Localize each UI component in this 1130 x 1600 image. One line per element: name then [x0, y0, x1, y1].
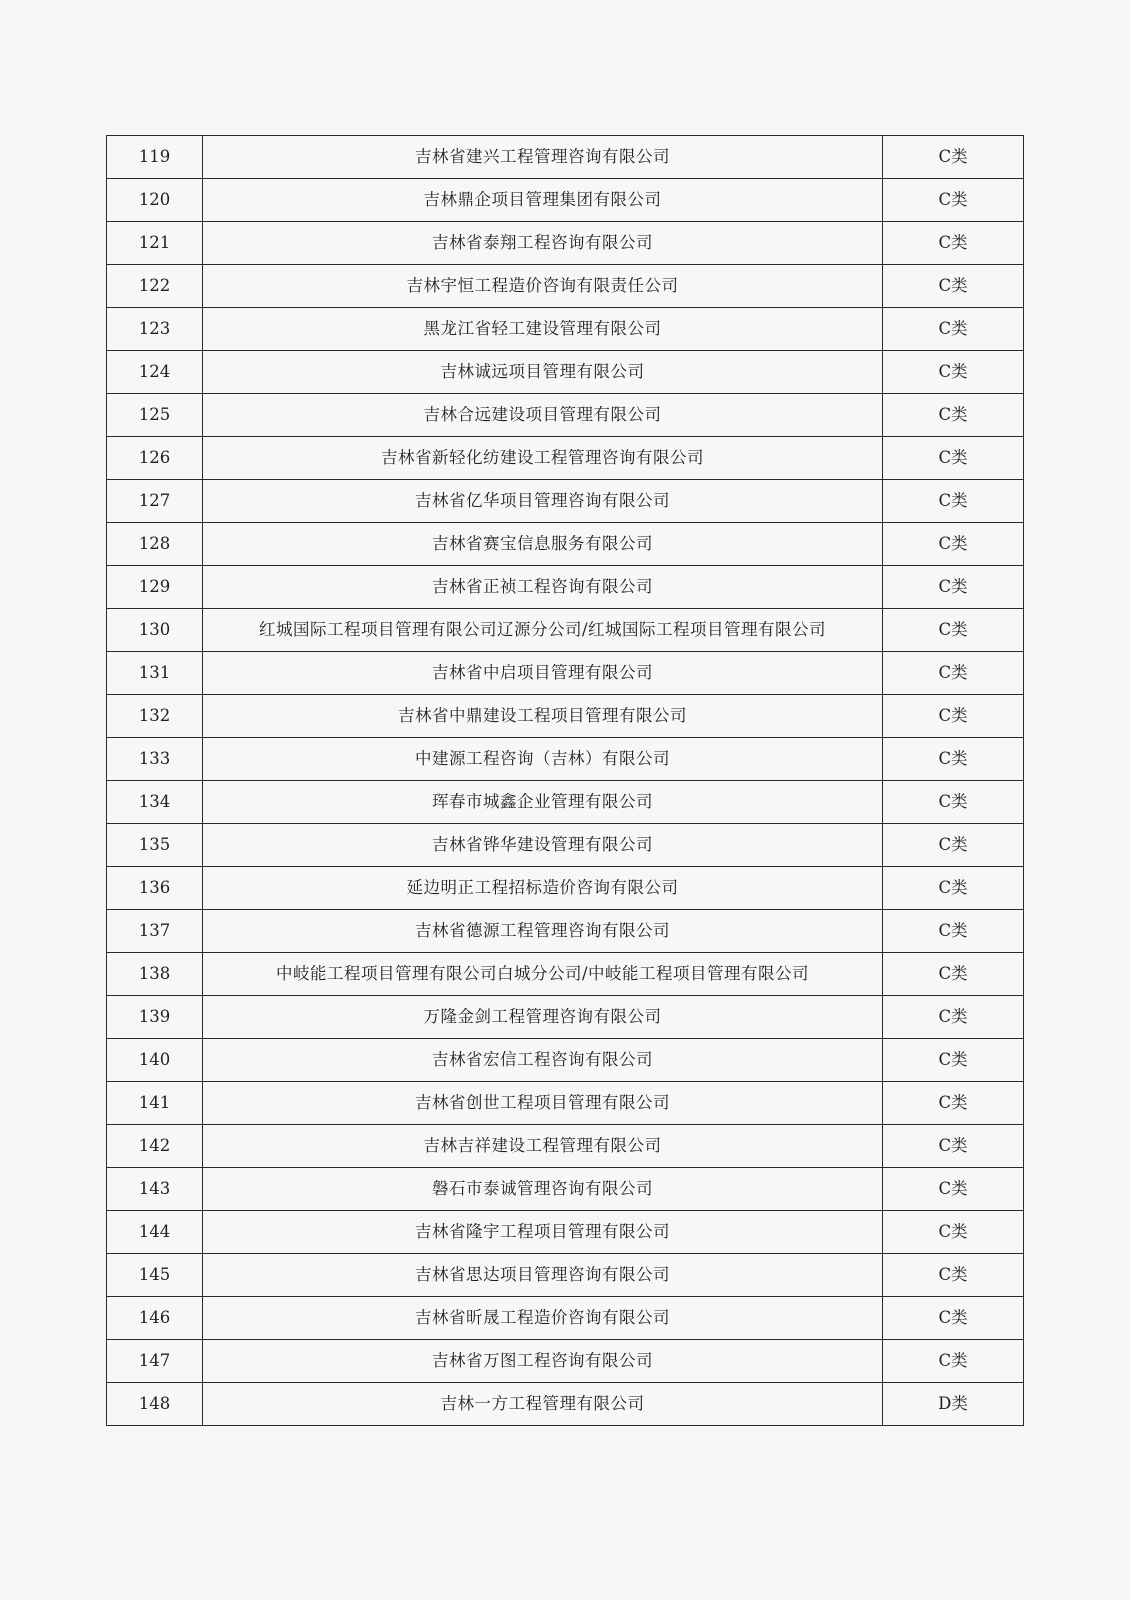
row-number-cell: 128	[107, 523, 203, 566]
company-name-cell: 中建源工程咨询（吉林）有限公司	[203, 738, 883, 781]
company-name-cell: 吉林吉祥建设工程管理有限公司	[203, 1125, 883, 1168]
table-row	[107, 953, 1024, 996]
table-row	[107, 480, 1024, 523]
table-row	[107, 738, 1024, 781]
grade-cell: D类	[883, 1383, 1024, 1426]
grade-cell: C类	[883, 910, 1024, 953]
grade-cell: C类	[883, 781, 1024, 824]
company-name-cell: 吉林省新轻化纺建设工程管理咨询有限公司	[203, 437, 883, 480]
row-number-cell: 129	[107, 566, 203, 609]
grade-cell: C类	[883, 179, 1024, 222]
table-row	[107, 1297, 1024, 1340]
table-row	[107, 1211, 1024, 1254]
company-name-cell: 万隆金剑工程管理咨询有限公司	[203, 996, 883, 1039]
table-row	[107, 781, 1024, 824]
table-row	[107, 566, 1024, 609]
grade-cell: C类	[883, 996, 1024, 1039]
row-number-cell: 136	[107, 867, 203, 910]
row-number-cell: 132	[107, 695, 203, 738]
company-name-cell: 吉林省铧华建设管理有限公司	[203, 824, 883, 867]
company-name-cell: 吉林省德源工程管理咨询有限公司	[203, 910, 883, 953]
company-name-cell: 吉林鼎企项目管理集团有限公司	[203, 179, 883, 222]
row-number-cell: 124	[107, 351, 203, 394]
grade-cell: C类	[883, 1039, 1024, 1082]
grade-cell: C类	[883, 308, 1024, 351]
row-number-cell: 133	[107, 738, 203, 781]
row-number-cell: 145	[107, 1254, 203, 1297]
grade-cell: C类	[883, 394, 1024, 437]
table-row	[107, 523, 1024, 566]
table-row	[107, 1383, 1024, 1426]
company-name-cell: 吉林省宏信工程咨询有限公司	[203, 1039, 883, 1082]
table-row	[107, 824, 1024, 867]
grade-cell: C类	[883, 437, 1024, 480]
company-name-cell: 吉林省思达项目管理咨询有限公司	[203, 1254, 883, 1297]
table-row	[107, 1039, 1024, 1082]
grade-cell: C类	[883, 351, 1024, 394]
table-row	[107, 136, 1024, 179]
company-name-cell: 吉林省正祯工程咨询有限公司	[203, 566, 883, 609]
company-name-cell: 吉林省中鼎建设工程项目管理有限公司	[203, 695, 883, 738]
table-row	[107, 1125, 1024, 1168]
table-row	[107, 1254, 1024, 1297]
company-name-cell: 吉林合远建设项目管理有限公司	[203, 394, 883, 437]
table-row	[107, 351, 1024, 394]
table-row	[107, 910, 1024, 953]
company-name-cell: 吉林一方工程管理有限公司	[203, 1383, 883, 1426]
grade-cell: C类	[883, 695, 1024, 738]
row-number-cell: 140	[107, 1039, 203, 1082]
row-number-cell: 141	[107, 1082, 203, 1125]
company-name-cell: 吉林省隆宇工程项目管理有限公司	[203, 1211, 883, 1254]
company-name-cell: 中岐能工程项目管理有限公司白城分公司/中岐能工程项目管理有限公司	[203, 953, 883, 996]
grade-cell: C类	[883, 824, 1024, 867]
grade-cell: C类	[883, 1082, 1024, 1125]
row-number-cell: 120	[107, 179, 203, 222]
table-row	[107, 308, 1024, 351]
row-number-cell: 139	[107, 996, 203, 1039]
row-number-cell: 146	[107, 1297, 203, 1340]
company-name-cell: 黑龙江省轻工建设管理有限公司	[203, 308, 883, 351]
company-name-cell: 吉林省昕晟工程造价咨询有限公司	[203, 1297, 883, 1340]
company-name-cell: 珲春市城鑫企业管理有限公司	[203, 781, 883, 824]
row-number-cell: 130	[107, 609, 203, 652]
table-row	[107, 652, 1024, 695]
company-name-cell: 吉林诚远项目管理有限公司	[203, 351, 883, 394]
grade-cell: C类	[883, 523, 1024, 566]
grade-cell: C类	[883, 480, 1024, 523]
row-number-cell: 121	[107, 222, 203, 265]
grade-cell: C类	[883, 1168, 1024, 1211]
table-row	[107, 437, 1024, 480]
table-row	[107, 222, 1024, 265]
row-number-cell: 127	[107, 480, 203, 523]
table-row	[107, 265, 1024, 308]
grade-cell: C类	[883, 1254, 1024, 1297]
table-row	[107, 695, 1024, 738]
grade-cell: C类	[883, 1340, 1024, 1383]
table-row	[107, 179, 1024, 222]
table-body	[107, 136, 1024, 1426]
row-number-cell: 135	[107, 824, 203, 867]
table-row	[107, 1082, 1024, 1125]
row-number-cell: 123	[107, 308, 203, 351]
row-number-cell: 142	[107, 1125, 203, 1168]
row-number-cell: 147	[107, 1340, 203, 1383]
company-name-cell: 吉林省建兴工程管理咨询有限公司	[203, 136, 883, 179]
row-number-cell: 144	[107, 1211, 203, 1254]
company-grade-table	[106, 135, 1024, 1426]
company-name-cell: 吉林省赛宝信息服务有限公司	[203, 523, 883, 566]
company-name-cell: 吉林省亿华项目管理咨询有限公司	[203, 480, 883, 523]
company-name-cell: 磐石市泰诚管理咨询有限公司	[203, 1168, 883, 1211]
grade-cell: C类	[883, 265, 1024, 308]
company-name-cell: 吉林省中启项目管理有限公司	[203, 652, 883, 695]
table-row	[107, 996, 1024, 1039]
company-name-cell: 红城国际工程项目管理有限公司辽源分公司/红城国际工程项目管理有限公司	[203, 609, 883, 652]
row-number-cell: 126	[107, 437, 203, 480]
row-number-cell: 125	[107, 394, 203, 437]
table-row	[107, 1340, 1024, 1383]
grade-cell: C类	[883, 609, 1024, 652]
grade-cell: C类	[883, 867, 1024, 910]
grade-cell: C类	[883, 738, 1024, 781]
row-number-cell: 119	[107, 136, 203, 179]
row-number-cell: 134	[107, 781, 203, 824]
table-row	[107, 609, 1024, 652]
table-row	[107, 394, 1024, 437]
row-number-cell: 122	[107, 265, 203, 308]
grade-cell: C类	[883, 1211, 1024, 1254]
row-number-cell: 137	[107, 910, 203, 953]
table-row	[107, 1168, 1024, 1211]
company-name-cell: 吉林宇恒工程造价咨询有限责任公司	[203, 265, 883, 308]
company-name-cell: 吉林省泰翔工程咨询有限公司	[203, 222, 883, 265]
row-number-cell: 148	[107, 1383, 203, 1426]
row-number-cell: 131	[107, 652, 203, 695]
company-name-cell: 延边明正工程招标造价咨询有限公司	[203, 867, 883, 910]
table-row	[107, 867, 1024, 910]
grade-cell: C类	[883, 136, 1024, 179]
company-name-cell: 吉林省万图工程咨询有限公司	[203, 1340, 883, 1383]
grade-cell: C类	[883, 652, 1024, 695]
grade-cell: C类	[883, 566, 1024, 609]
grade-cell: C类	[883, 222, 1024, 265]
row-number-cell: 143	[107, 1168, 203, 1211]
grade-cell: C类	[883, 1297, 1024, 1340]
company-name-cell: 吉林省创世工程项目管理有限公司	[203, 1082, 883, 1125]
row-number-cell: 138	[107, 953, 203, 996]
grade-cell: C类	[883, 1125, 1024, 1168]
grade-cell: C类	[883, 953, 1024, 996]
